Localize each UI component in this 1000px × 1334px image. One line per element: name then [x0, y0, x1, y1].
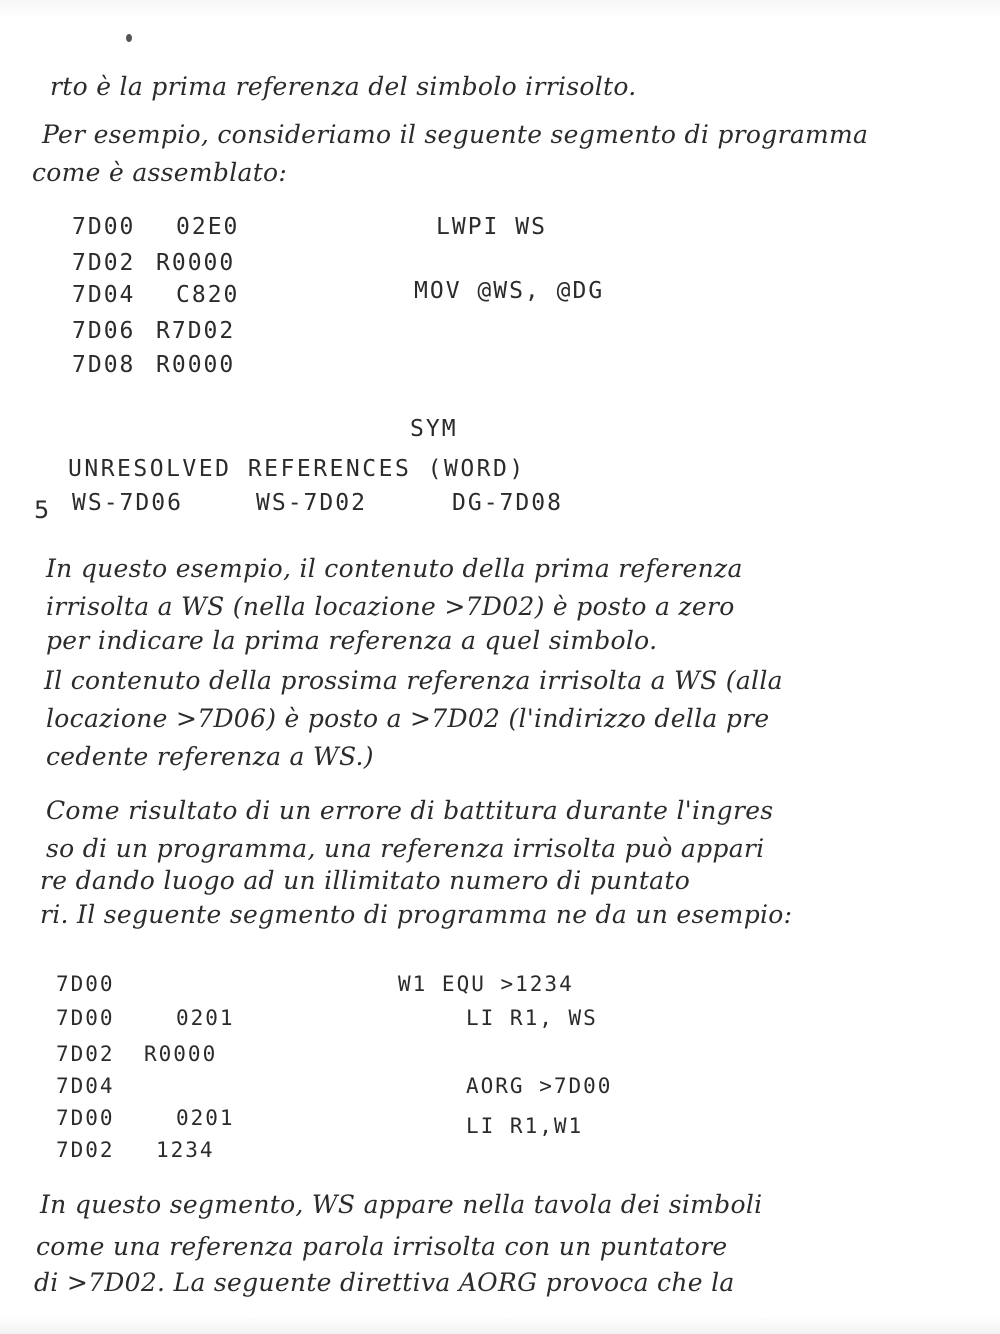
- text-line: di >7D02. La seguente direttiva AORG provoca che la: [34, 1268, 735, 1297]
- code-object: R0000: [156, 250, 236, 276]
- code-source: LWPI WS: [436, 214, 547, 240]
- code-source: LI R1,W1: [466, 1114, 584, 1138]
- margin-mark: 5: [34, 496, 50, 524]
- text-line: Come risultato di un errore di battitura durante l'ingres: [46, 796, 774, 825]
- code-address: 7D04: [72, 282, 136, 308]
- code-address: 7D02: [56, 1042, 115, 1066]
- code-address: 7D06: [72, 318, 136, 344]
- code-address: 7D00: [56, 972, 115, 996]
- code-address: 7D00: [56, 1006, 115, 1030]
- sym-ref: DG-7D08: [452, 490, 563, 516]
- sym-title: UNRESOLVED REFERENCES (WORD): [68, 456, 526, 482]
- sym-heading: SYM: [410, 416, 458, 442]
- text-line: irrisolta a WS (nella locazione >7D02) è posto a zero: [46, 592, 735, 621]
- text-line: cedente referenza a WS.): [46, 742, 374, 771]
- code-source: LI R1, WS: [466, 1006, 598, 1030]
- code-address: 7D08: [72, 352, 136, 378]
- text-line: per indicare la prima referenza a quel simbolo.: [46, 626, 658, 655]
- text-line: Il contenuto della prossima referenza irrisolta a WS (alla: [44, 666, 783, 695]
- code-address: 7D02: [56, 1138, 115, 1162]
- code-object: 0201: [176, 1106, 235, 1130]
- code-object: 0201: [176, 1006, 235, 1030]
- code-object: C820: [176, 282, 240, 308]
- text-line: re dando luogo ad un illimitato numero di puntato: [40, 866, 691, 895]
- code-address: 7D00: [72, 214, 136, 240]
- code-source: W1 EQU >1234: [398, 972, 574, 996]
- code-source: MOV @WS, @DG: [414, 278, 605, 304]
- text-line: locazione >7D06) è posto a >7D02 (l'indirizzo della pre: [46, 704, 770, 733]
- code-source: AORG >7D00: [466, 1074, 613, 1098]
- text-line: Per esempio, consideriamo il seguente segmento di programma: [42, 120, 869, 149]
- code-object: R7D02: [156, 318, 236, 344]
- ink-speck: [126, 34, 132, 42]
- text-line: so di un programma, una referenza irrisolta può appari: [46, 834, 765, 863]
- text-line: In questo esempio, il contenuto della prima referenza: [46, 554, 743, 583]
- code-object: 02E0: [176, 214, 240, 240]
- code-address: 7D04: [56, 1074, 115, 1098]
- code-address: 7D02: [72, 250, 136, 276]
- text-line: ri. Il seguente segmento di programma ne da un esempio:: [40, 900, 793, 929]
- text-line: come è assemblato:: [32, 158, 288, 187]
- sym-ref: WS-7D06: [72, 490, 183, 516]
- code-address: 7D00: [56, 1106, 115, 1130]
- text-line: rto è la prima referenza del simbolo irrisolto.: [50, 72, 637, 101]
- text-line: In questo segmento, WS appare nella tavola dei simboli: [40, 1190, 763, 1219]
- code-object: 1234: [156, 1138, 215, 1162]
- code-object: R0000: [144, 1042, 218, 1066]
- text-line: come una referenza parola irrisolta con un puntatore: [36, 1232, 728, 1261]
- code-object: R0000: [156, 352, 236, 378]
- sym-ref: WS-7D02: [256, 490, 367, 516]
